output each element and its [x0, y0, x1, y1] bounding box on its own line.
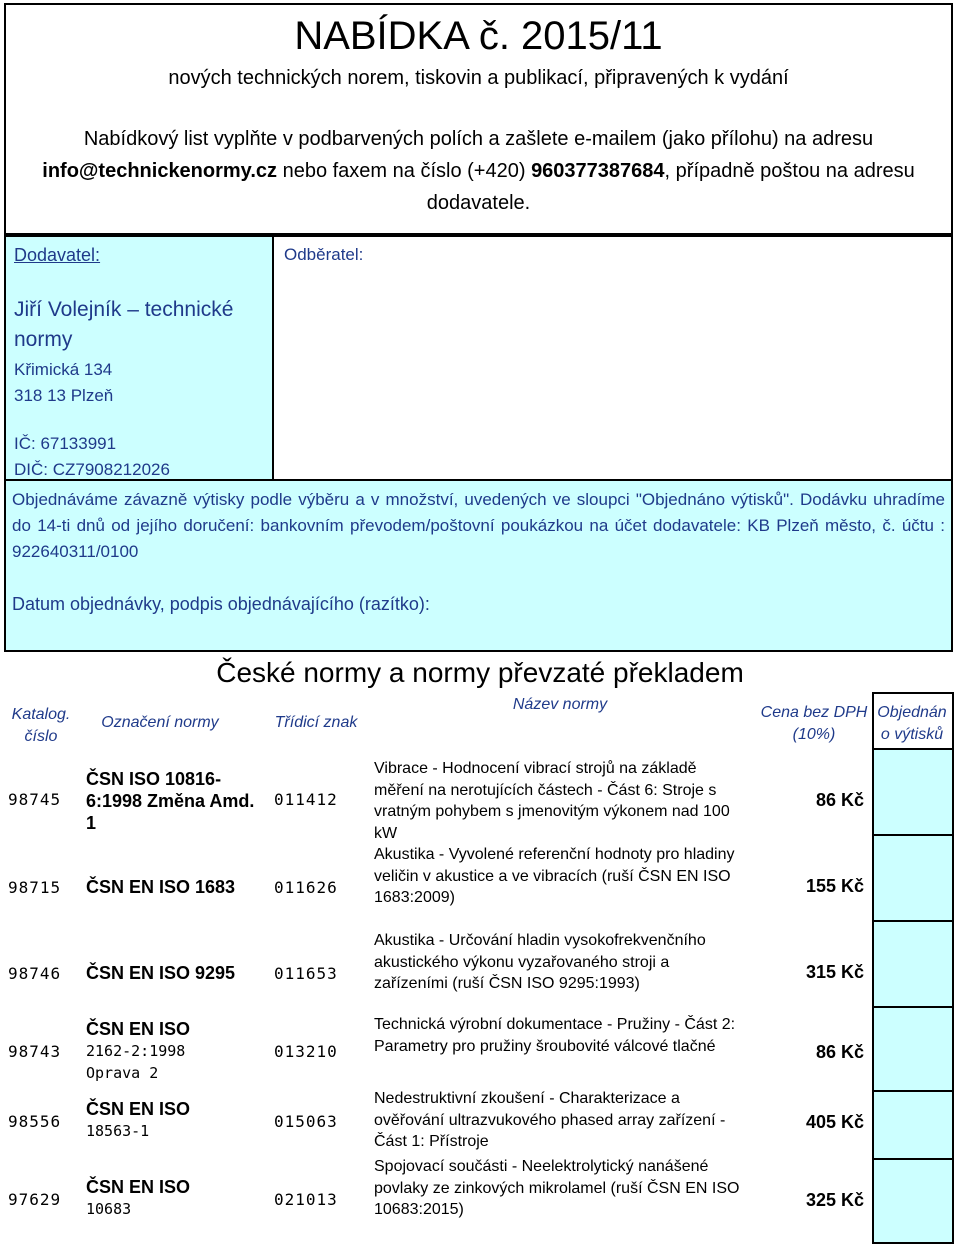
supplier-name: Jiří Volejník – technické normy: [14, 298, 234, 351]
supplier-dic: DIČ: CZ7908212026: [14, 460, 170, 479]
supplier-box: [4, 235, 274, 481]
norm-designation-prefix: ČSN EN ISO: [86, 1019, 191, 1039]
supplier-label: Dodavatel:: [14, 245, 101, 265]
classification-code: 011653: [274, 964, 338, 983]
price: 405 Kč: [805, 1112, 864, 1132]
ordered-column[interactable]: [874, 748, 952, 1242]
price: 325 Kč: [805, 1190, 864, 1210]
divider: [872, 692, 874, 1244]
header-classification: Třídicí znak: [274, 714, 358, 731]
price: 86 Kč: [815, 790, 864, 810]
supplier-city: 318 13 Plzeň: [14, 386, 114, 405]
catalog-number: 97629: [8, 1190, 62, 1209]
classification-code: 013210: [274, 1042, 338, 1061]
header-designation: Označení normy: [101, 714, 219, 731]
catalog-number: 98743: [8, 1042, 62, 1061]
norm-name: Akustika - Určování hladin vysokofrekvenčního akustického výkonu vyzařovaného stroji a zařízeními (ruší ČSN ISO 9295:1993): [374, 932, 706, 992]
norm-name: Technická výrobní dokumentace - Pružiny - Část 2: Parametry pro pružiny šroubovité válcové tlačné: [374, 1016, 736, 1055]
page-subtitle: nových technických norem, tiskovin a publikací, připravených k vydání: [168, 67, 789, 89]
header-price: Cena bez DPH (10%): [760, 704, 868, 743]
norm-designation-number: 2162-2:1998 Oprava 2: [86, 1042, 186, 1082]
customer-box[interactable]: [272, 235, 953, 481]
page-title: NABÍDKA č. 2015/11: [294, 14, 663, 58]
norm-name: Nedestruktivní zkoušení - Charakterizace a ověřování ultrazvukového phased array zařízení - Část 1: Přístroje: [374, 1090, 726, 1150]
norm-name: Akustika - Vyvolené referenční hodnoty pro hladiny veličin v akustice a ve vibracích (ruší ČSN EN ISO 1683:2009): [374, 846, 735, 906]
order-box[interactable]: [4, 479, 953, 652]
instructions-middle: nebo faxem na číslo (+420): [277, 160, 532, 182]
section-title: České normy a normy převzaté překladem: [216, 657, 744, 688]
divider: [872, 1158, 954, 1160]
divider: [872, 1090, 954, 1092]
divider: [872, 1006, 954, 1008]
instructions-after: , případně poštou na adresu dodavatele.: [426, 160, 915, 214]
divider: [872, 920, 954, 922]
supplier-address: [14, 357, 113, 409]
catalog-number: 98715: [8, 878, 62, 897]
norm-name: Vibrace - Hodnocení vibrací strojů na základě měření na nerotujících částech - Část 6: Stroje s vratným pohybem s jmenovitým výkonem nad 100 kW: [374, 760, 730, 842]
norm-designation: ČSN EN ISO 9295: [86, 963, 236, 983]
norm-designation-number: 18563-1: [86, 1122, 150, 1140]
catalog-number: 98746: [8, 964, 62, 983]
norm-designation: ČSN EN ISO 1683: [86, 877, 236, 897]
norm-designation-number: 10683: [86, 1200, 132, 1218]
norms-table: [0, 652, 956, 1244]
catalog-number: 98745: [8, 790, 62, 809]
classification-code: 015063: [274, 1112, 338, 1131]
classification-code: 011412: [274, 790, 338, 809]
divider: [872, 748, 954, 750]
norm-designation-prefix: ČSN EN ISO: [86, 1177, 191, 1197]
order-statement: Objednáváme závazně výtisky podle výběru a v množství, uvedených ve sloupci "Objednáno výtisků". Dodávku uhradíme do 14-ti dnů od jejího doručení: bankovním převodem/poštovní poukázkou na účet dodavatele: KB Plzeň město, č. účtu : 922640311/0100: [12, 490, 945, 561]
fax-number: 960377387684: [531, 160, 665, 182]
header-name: Název normy: [512, 696, 608, 713]
email-link[interactable]: info@technickenormy.cz: [42, 160, 278, 182]
divider: [872, 834, 954, 836]
offer-header: [4, 3, 953, 235]
price: 155 Kč: [805, 876, 864, 896]
supplier-ids: [14, 431, 170, 483]
price: 315 Kč: [805, 962, 864, 982]
instructions: [26, 123, 931, 219]
supplier-ic: IČ: 67133991: [14, 434, 117, 453]
norm-designation-prefix: ČSN EN ISO: [86, 1099, 191, 1119]
divider: [872, 692, 954, 694]
instructions-before: Nabídkový list vyplňte v podbarvených polích a zašlete e-mailem (jako přílohu) na adresu: [83, 128, 874, 150]
divider: [952, 692, 954, 1244]
order-date-label: Datum objednávky, podpis objednávajícího (razítko):: [12, 594, 430, 614]
norm-name: Spojovací součásti - Neelektrolytický nanášené povlaky ze zinkových mikrolamel (ruší ČSN EN ISO 10683:2015): [374, 1158, 740, 1218]
norm-designation: [86, 1176, 266, 1220]
norm-designation: [86, 1018, 266, 1084]
classification-code: 011626: [274, 878, 338, 897]
norm-designation: ČSN ISO 10816-6:1998 Změna Amd. 1: [86, 769, 255, 833]
header-catalog: Katalog. číslo: [11, 706, 71, 745]
header-ordered: Objednán o výtisků: [877, 704, 947, 743]
catalog-number: 98556: [8, 1112, 62, 1131]
classification-code: 021013: [274, 1190, 338, 1209]
price: 86 Kč: [815, 1042, 864, 1062]
norm-designation: [86, 1098, 266, 1142]
customer-label: Odběratel:: [284, 245, 364, 264]
supplier-street: Křimická 134: [14, 360, 113, 379]
